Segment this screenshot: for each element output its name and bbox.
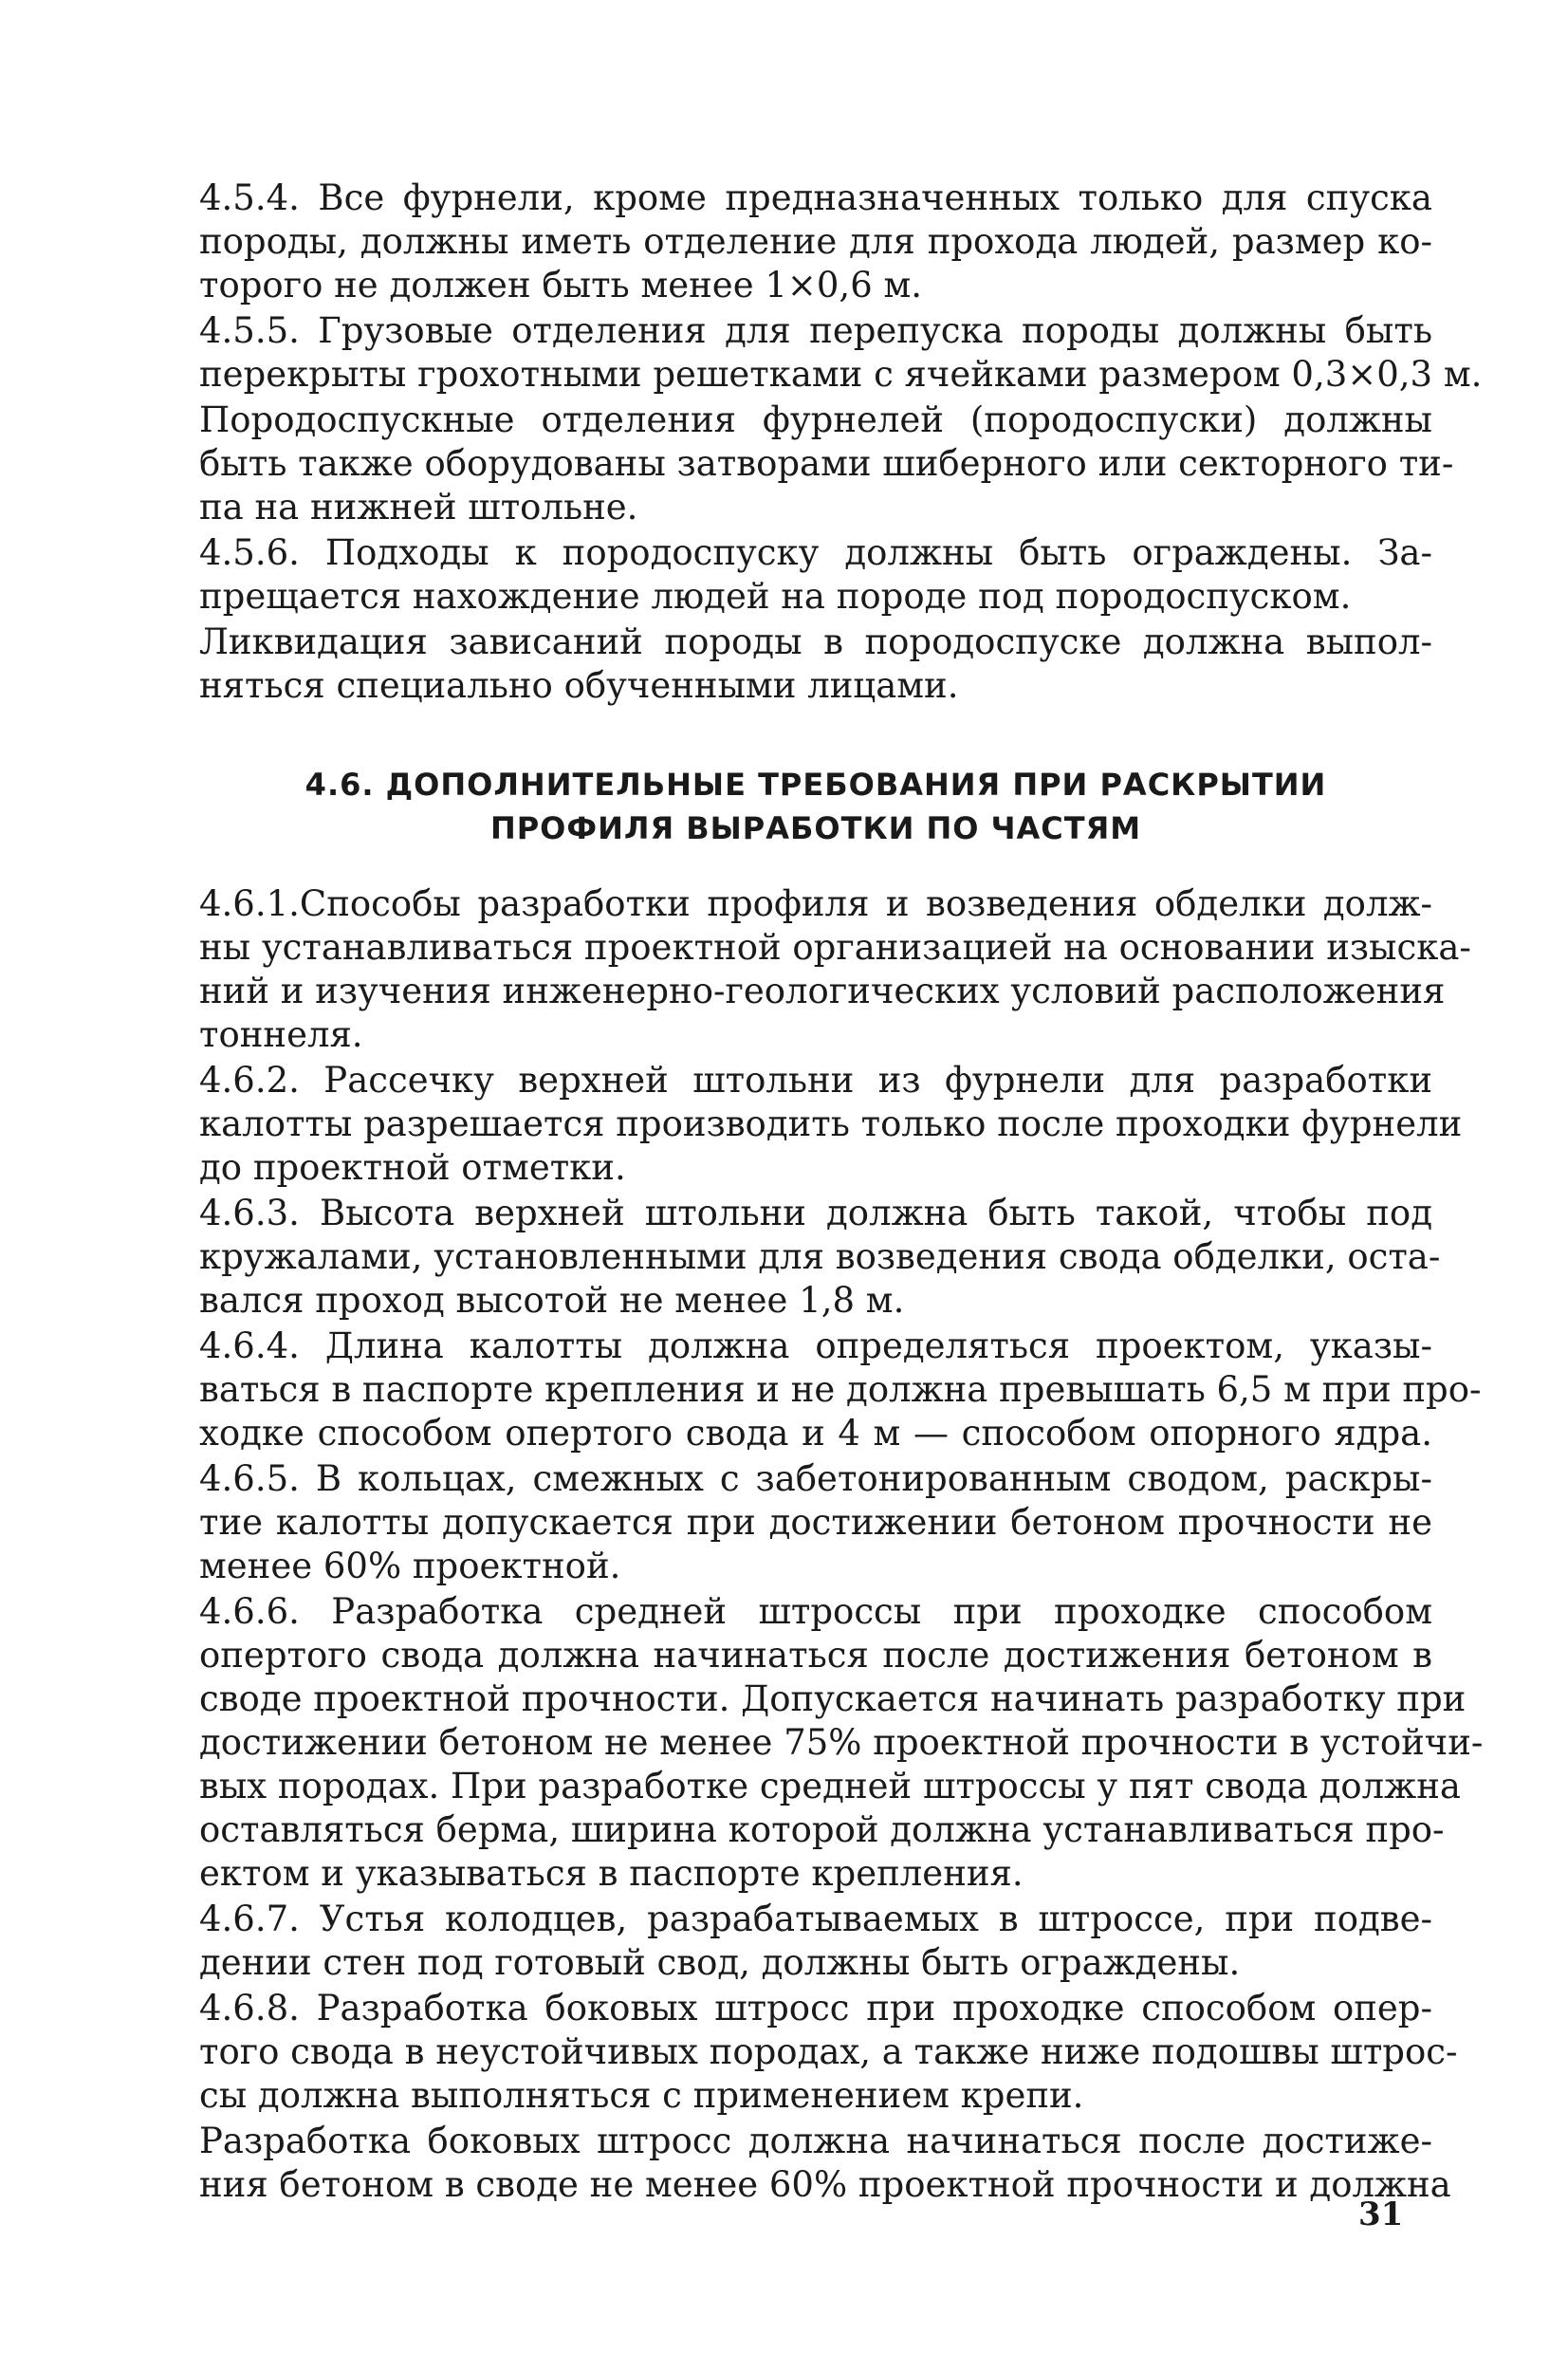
text-line: ектом и указываться в паспорте крепления.	[199, 1853, 1024, 1894]
text-line: ний и изучения инженерно-геологических условий расположения	[199, 971, 1446, 1011]
text-line: тоннеля.	[199, 1014, 363, 1055]
paragraph-4-6-8-continued	[199, 2120, 1451, 2207]
text-line: перекрыты грохотными решетками с ячейками размером 0,3×0,3 м.	[199, 354, 1483, 395]
heading-line: 4.6. ДОПОЛНИТЕЛЬНЫЕ ТРЕБОВАНИЯ ПРИ РАСКРЫТИИ	[304, 767, 1327, 803]
paragraph-4-5-6	[199, 531, 1432, 619]
text-line: ваться в паспорте крепления и не должна превышать 6,5 м при про-	[199, 1369, 1482, 1410]
text-line: 4.6.5. В кольцах, смежных с забетонированным сводом, раскры-	[199, 1458, 1432, 1499]
text-line: 4.6.6. Разработка средней штроссы при проходке способом	[199, 1591, 1432, 1632]
paragraph-4-6-3	[199, 1192, 1441, 1323]
text-line: Разработка боковых штросс должна начинаться после достиже-	[199, 2121, 1432, 2161]
text-line: своде проектной прочности. Допускается начинать разработку при	[199, 1678, 1467, 1719]
paragraph-4-6-6	[199, 1590, 1484, 1896]
text-line: 4.5.6. Подходы к породоспуску должны быть ограждены. За-	[199, 532, 1432, 573]
text-line: кружалами, установленными для возведения свода обделки, оста-	[199, 1236, 1441, 1277]
text-line: 4.5.5. Грузовые отделения для перепуска породы должны быть	[199, 310, 1432, 351]
paragraph-4-6-8	[199, 1987, 1458, 2118]
text-line: быть также оборудованы затворами шиберного или секторного ти-	[199, 443, 1454, 484]
text-line: 4.6.4. Длина калотты должна определяться проектом, указы-	[199, 1325, 1432, 1366]
text-line: па на нижней штольне.	[199, 487, 638, 528]
text-line: достижении бетоном не менее 75% проектной прочности в устойчи-	[199, 1722, 1484, 1763]
paragraph-4-6-4	[199, 1325, 1482, 1455]
text-line: вых породах. При разработке средней штроссы у пят свода должна	[199, 1766, 1461, 1806]
page-number: 31	[1358, 2196, 1404, 2233]
document-page	[199, 176, 1484, 2209]
text-line: торого не должен быть менее 1×0,6 м.	[199, 265, 923, 306]
text-line: оставляться берма, ширина которой должна устанавливаться про-	[199, 1809, 1445, 1850]
text-line: 4.6.2. Рассечку верхней штольни из фурнели для разработки	[199, 1060, 1432, 1101]
text-line: няться специально обученными лицами.	[199, 665, 959, 706]
text-line: 4.5.4. Все фурнели, кроме предназначенных только для спуска	[199, 177, 1432, 218]
paragraph-4-6-5	[199, 1457, 1432, 1588]
paragraph-4-5-6-continued	[199, 621, 1432, 708]
text-line: Породоспускные отделения фурнелей (породоспуски) должны	[199, 399, 1432, 440]
text-line: 4.6.7. Устья колодцев, разрабатываемых в штроссе, при подве-	[199, 1899, 1432, 1939]
text-line: ны устанавливаться проектной организацией на основании изыска-	[199, 927, 1471, 968]
paragraph-4-5-4	[199, 176, 1432, 307]
paragraph-4-5-5	[199, 309, 1483, 397]
paragraph-4-6-1	[199, 882, 1471, 1057]
paragraph-4-5-5-continued	[199, 398, 1454, 529]
text-line: того свода в неустойчивых породах, а также ниже подошвы штрос-	[199, 2031, 1458, 2072]
text-line: 4.6.1.Способы разработки профиля и возведения обделки долж-	[199, 883, 1432, 924]
section-heading-4-6	[199, 763, 1432, 850]
text-line: сы должна выполняться с применением крепи.	[199, 2075, 1084, 2116]
text-line: 4.6.3. Высота верхней штольни должна быть такой, чтобы под	[199, 1193, 1432, 1233]
text-line: тие калотты допускается при достижении бетоном прочности не	[199, 1502, 1432, 1543]
paragraph-4-6-7	[199, 1898, 1432, 1985]
text-line: опертого свода должна начинаться после достижения бетоном в	[199, 1635, 1432, 1676]
text-line: ходке способом опертого свода и 4 м — способом опорного ядра.	[199, 1413, 1432, 1454]
text-line: Ликвидация зависаний породы в породоспуске должна выпол-	[199, 621, 1432, 662]
text-line: до проектной отметки.	[199, 1147, 626, 1188]
text-line: прещается нахождение людей на породе под породоспуском.	[199, 576, 1352, 617]
text-line: 4.6.8. Разработка боковых штросс при проходке способом опер-	[199, 1988, 1432, 2029]
text-line: менее 60% проектной.	[199, 1546, 621, 1586]
heading-line: ПРОФИЛЯ ВЫРАБОТКИ ПО ЧАСТЯМ	[489, 810, 1142, 846]
text-line: дении стен под готовый свод, должны быть ограждены.	[199, 1942, 1241, 1983]
text-line: вался проход высотой не менее 1,8 м.	[199, 1280, 905, 1321]
text-line: породы, должны иметь отделение для прохода людей, размер ко-	[199, 221, 1432, 262]
paragraph-4-6-2	[199, 1059, 1463, 1190]
text-line: ния бетоном в своде не менее 60% проектной прочности и должна	[199, 2164, 1451, 2205]
text-line: калотты разрешается производить только после проходки фурнели	[199, 1103, 1463, 1144]
